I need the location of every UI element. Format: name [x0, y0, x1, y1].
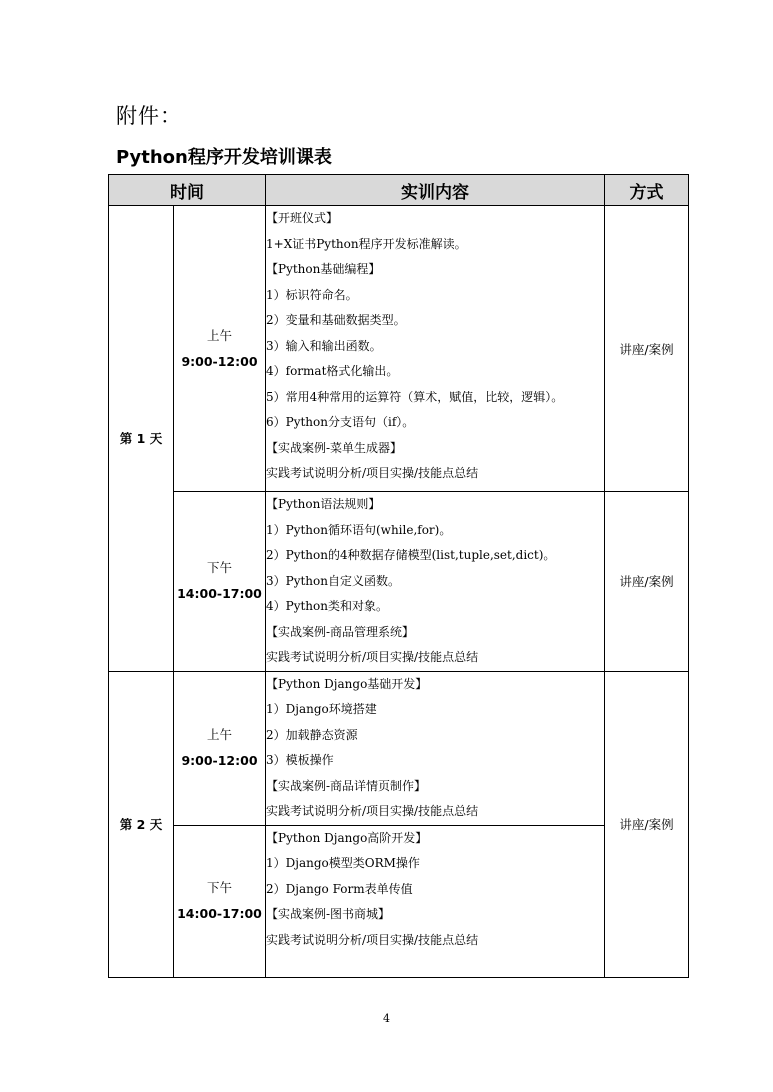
content-line: 1）Django环境搭建: [266, 702, 377, 716]
session-hours: 14:00-17:00: [177, 906, 262, 921]
content-line: 【开班仪式】: [266, 211, 339, 225]
document-title: Python程序开发培训课表: [116, 147, 332, 168]
session-time: [174, 206, 266, 492]
day-label: 第 2 天: [109, 671, 174, 977]
session-content: [266, 206, 605, 492]
session-content: [266, 492, 605, 672]
table-row: [109, 206, 689, 492]
content-line: 1）Python循环语句(while,for)。: [266, 522, 452, 537]
table-row: [109, 492, 689, 672]
page-number: 4: [383, 1012, 390, 1025]
attachment-label: 附件：: [116, 104, 182, 128]
table-row: [109, 825, 689, 977]
content-line: 2）Django Form表单传值: [266, 881, 413, 896]
content-line: 1）Django模型类ORM操作: [266, 856, 420, 870]
content-line: 3）输入和输出函数。: [266, 338, 382, 353]
content-line: 实践考试说明分析/项目实操/技能点总结: [266, 804, 479, 818]
content-line: 2）加载静态资源: [266, 727, 358, 742]
session-hours: 9:00-12:00: [181, 353, 258, 369]
content-line: 实践考试说明分析/项目实操/技能点总结: [266, 466, 479, 480]
content-line: 3）Python自定义函数。: [266, 573, 400, 588]
session-content: [266, 671, 605, 825]
content-line: 【实战案例-图书商城】: [266, 907, 391, 921]
session-hours: 14:00-17:00: [177, 586, 262, 602]
content-line: 【Python Django基础开发】: [266, 676, 428, 691]
content-line: 【Python基础编程】: [266, 262, 381, 276]
schedule-table: [108, 174, 689, 978]
session-hours: 9:00-12:00: [181, 753, 258, 768]
content-line: 【Python语法规则】: [266, 497, 381, 511]
content-line: 【Python Django高阶开发】: [266, 830, 428, 845]
content-line: 实践考试说明分析/项目实操/技能点总结: [266, 650, 479, 664]
header-content: 实训内容: [266, 175, 605, 206]
session-content: [266, 825, 605, 977]
content-line: 4）format格式化输出。: [266, 364, 399, 378]
session-method: 讲座/案例: [605, 492, 689, 672]
day-label: 第 1 天: [109, 206, 174, 672]
session-period: 下午: [206, 880, 232, 895]
content-line: 2）变量和基础数据类型。: [266, 313, 406, 327]
session-period: 上午: [206, 727, 232, 742]
content-line: 【实战案例-菜单生成器】: [266, 440, 403, 455]
session-time: [174, 671, 266, 825]
day-method: 讲座/案例: [605, 671, 689, 977]
table-row: [109, 671, 689, 825]
session-period: 下午: [206, 560, 232, 576]
content-line: 4）Python类和对象。: [266, 599, 388, 613]
header-row: [109, 175, 689, 206]
content-line: 实践考试说明分析/项目实操/技能点总结: [266, 932, 479, 947]
content-line: 5）常用4种常用的运算符（算术，赋值，比较，逻辑）。: [266, 389, 564, 404]
session-time: [174, 492, 266, 672]
content-line: 6）Python分支语句（if）。: [266, 415, 415, 429]
content-line: 1）标识符命名。: [266, 287, 358, 302]
content-line: 1+X证书Python程序开发标准解读。: [266, 236, 467, 251]
content-line: 3）模板操作: [266, 753, 334, 767]
header-method: 方式: [605, 175, 689, 206]
session-method: 讲座/案例: [605, 206, 689, 492]
session-period: 上午: [206, 327, 232, 343]
session-time: [174, 825, 266, 977]
header-time: 时间: [109, 175, 266, 206]
content-line: 【实战案例-商品管理系统】: [266, 624, 415, 639]
content-line: 【实战案例-商品详情页制作】: [266, 778, 427, 793]
content-line: 2）Python的4种数据存储模型(list,tuple,set,dict)。: [266, 548, 556, 562]
